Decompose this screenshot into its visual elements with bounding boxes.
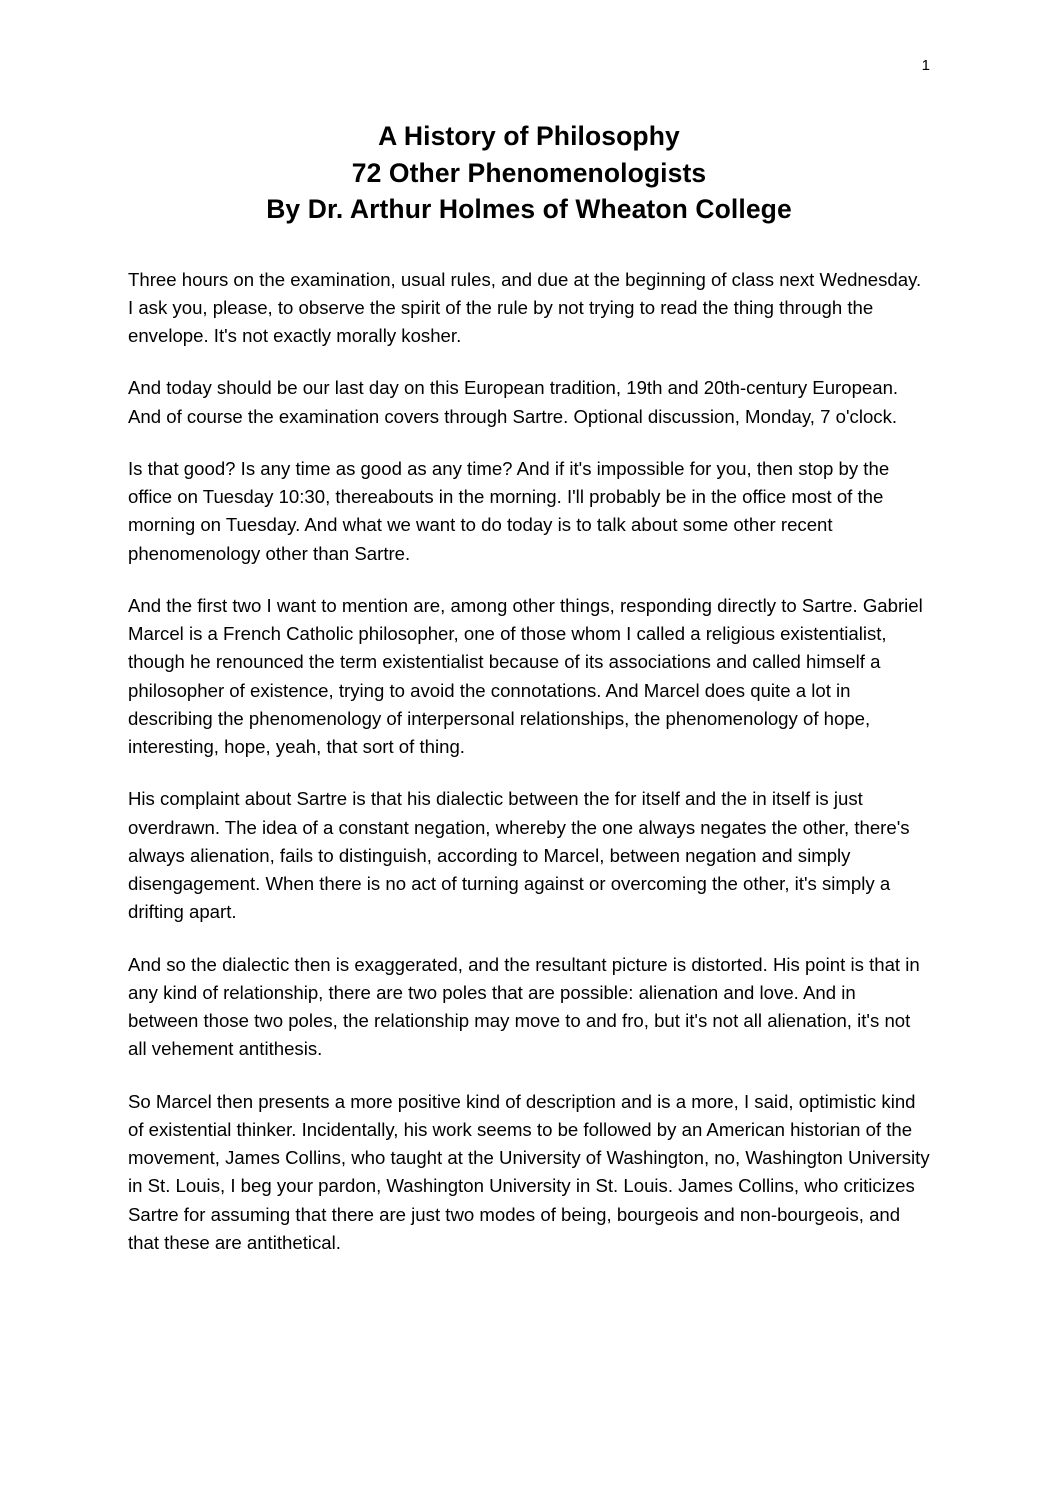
title-line-3: By Dr. Arthur Holmes of Wheaton College bbox=[266, 194, 792, 225]
paragraph: So Marcel then presents a more positive kind of description and is a more, I said, optimistic kind of existential thinker. Incidentally, his work seems to be followed by an American historian of the movement, James Collins, who taught at the University of Washington, no, Washington University in St. Louis, I beg your pardon, Washington University in St. Louis. James Collins, who criticizes Sartre for assuming that there are just two modes of being, bourgeois and non-bourgeois, and that these are antithetical. bbox=[128, 1090, 930, 1253]
page-number: 1 bbox=[921, 57, 930, 74]
document-title bbox=[128, 118, 930, 228]
title-line-1: A History of Philosophy bbox=[378, 121, 680, 151]
paragraph: And so the dialectic then is exaggerated, and the resultant picture is distorted. His point is that in any kind of relationship, there are two poles that are possible: alienation and love. And in between those two poles, the relationship may move to and fro, but it's not all alienation, it's not all vehement antithesis. bbox=[128, 953, 920, 1060]
paragraph: And today should be our last day on this European tradition, 19th and 20th-century European. And of course the examination covers through Sartre. Optional discussion, Monday, 7 o'clock. bbox=[128, 377, 899, 427]
paragraph: His complaint about Sartre is that his dialectic between the for itself and the in itself is just overdrawn. The idea of a constant negation, whereby the one always negates the other, there's always alienation, fails to distinguish, according to Marcel, between negation and simply disengagement. When there is no act of turning against or overcoming the other, it's simply a drifting apart. bbox=[128, 788, 910, 923]
paragraph: Three hours on the examination, usual rules, and due at the beginning of class next Wednesday. I ask you, please, to observe the spirit of the rule by not trying to read the thing through the envelope. It's not exactly morally kosher. bbox=[128, 268, 922, 347]
document-body bbox=[128, 266, 930, 1258]
paragraph: And the first two I want to mention are, among other things, responding directly to Sartre. Gabriel Marcel is a French Catholic philosopher, one of those whom I called a religious existentialist, though he renounced the term existentialist because of its associations and called himself a philosopher of existence, trying to avoid the connotations. And Marcel does quite a lot in describing the phenomenology of interpersonal relationships, the phenomenology of hope, interesting, hope, yeah, that sort of thing. bbox=[128, 594, 923, 758]
paragraph: Is that good? Is any time as good as any time? And if it's impossible for you, then stop by the office on Tuesday 10:30, thereabouts in the morning. I'll probably be in the office most of the morning on Tuesday. And what we want to do today is to talk about some other recent phenomenology other than Sartre. bbox=[128, 457, 890, 564]
title-line-2: 72 Other Phenomenologists bbox=[351, 157, 707, 188]
